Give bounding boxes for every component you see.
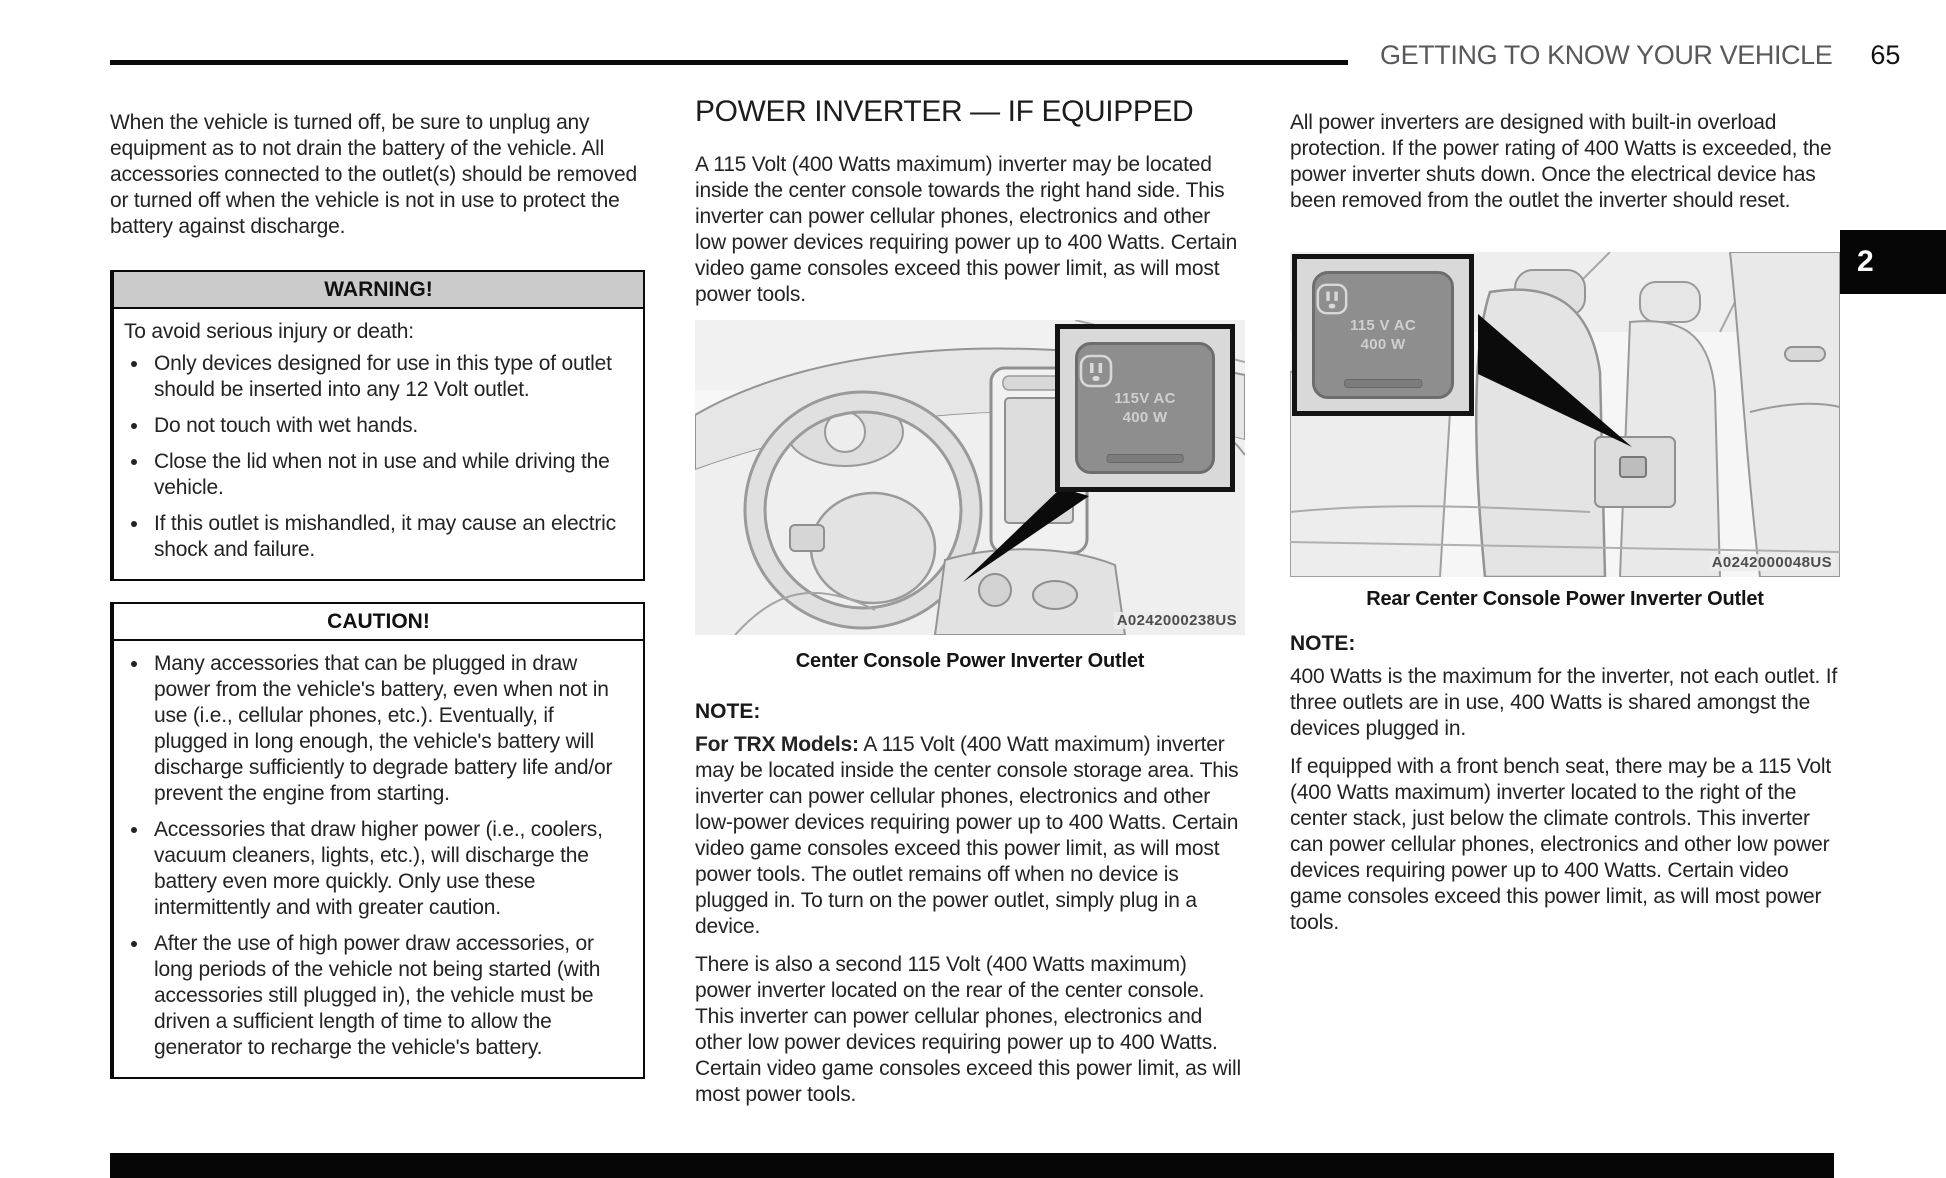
note-label: NOTE: <box>695 700 761 723</box>
center-console-figure <box>695 320 1245 635</box>
right-intro-paragraph: All power inverters are designed with built-in overload protection. If the power rating of 400 Watts is exceeded, the power inverter shuts down. Once the electrical device has been removed from the outlet the inverter should reset. <box>1290 111 1832 212</box>
outlet-voltage-label: 115V AC <box>1114 390 1176 407</box>
note-paragraph-max-watts: 400 Watts is the maximum for the inverter, not each outlet. If three outlets are in use, 400 Watts is shared amongst the devices plugged in. <box>1290 665 1838 740</box>
warning-body <box>114 309 643 579</box>
warning-bullet-list <box>124 351 629 563</box>
outlet-wattage-label: 400 W <box>1122 409 1168 426</box>
caution-bullet: • Accessories that draw higher power (i.e., coolers, vacuum cleaners, lights, etc.), will discharge the battery even more quickly. Only use these intermittently and with greater caution. <box>150 817 629 921</box>
rear-console-figure <box>1290 252 1840 577</box>
power-outlet-icon <box>1078 353 1114 389</box>
figure-code: A0242000048US <box>1709 554 1835 571</box>
note-paragraph-bench-seat: If equipped with a front bench seat, there may be a 115 Volt (400 Watts maximum) inverter located to the right of the center stack, just below the climate controls. This inverter can power cellular phones, electronics and other low power devices requiring power up to 400 Watts. Certain video game consoles exceed this power limit, as will most power tools. <box>1290 755 1831 934</box>
outlet-voltage-label: 115 V AC <box>1349 316 1417 334</box>
page-header <box>1380 40 1901 71</box>
warning-title: WARNING! <box>114 272 643 309</box>
warning-bullet: • Close the lid when not in use and while driving the vehicle. <box>150 449 629 501</box>
outlet-cover <box>1075 342 1214 475</box>
middle-intro-paragraph: A 115 Volt (400 Watts maximum) inverter may be located inside the center console towards the right hand side. This inverter can power cellular phones, electronics and other low power devices requiring power up to 400 Watts. Certain video game consoles exceed this power limit, as will most power tools. <box>695 153 1238 306</box>
note-paragraph-trx <box>695 732 1245 940</box>
outlet-cover <box>1312 271 1453 399</box>
outlet-detail-inset <box>1292 254 1474 416</box>
note-label: NOTE: <box>1290 632 1356 655</box>
page-number: 65 <box>1870 40 1901 70</box>
caution-title: CAUTION! <box>114 604 643 641</box>
header-title: GETTING TO KNOW YOUR VEHICLE <box>1380 40 1833 70</box>
section-heading-power-inverter: POWER INVERTER — IF EQUIPPED <box>695 95 1194 128</box>
outlet-wattage-label: 400 W <box>1360 335 1406 353</box>
note-bold-lead: For TRX Models: <box>695 733 859 756</box>
note-paragraph-text: A 115 Volt (400 Watt maximum) inverter may be located inside the center console storage area. This inverter can power cellular phones, electronics and other low-power devices requiring power up to 400 Watts. Certain video game consoles exceed this power limit, as will most power tools. The outlet remains off when no device is plugged in. To turn on the power outlet, simply plug in a device. <box>695 733 1239 938</box>
outlet-detail-inset <box>1055 324 1235 492</box>
caution-box <box>110 602 645 1079</box>
warning-box <box>110 270 645 581</box>
left-intro-paragraph: When the vehicle is turned off, be sure to unplug any equipment as to not drain the battery of the vehicle. All accessories connected to the outlet(s) should be removed or turned off when the vehicle is not in use to protect the battery against discharge. <box>110 111 637 238</box>
caution-bullet: • Many accessories that can be plugged in draw power from the vehicle's battery, even when not in use (i.e., cellular phones, etc.). Eventually, if plugged in long enough, the vehicle's battery will discharge sufficiently to degrade battery life and/or prevent the engine from starting. <box>150 651 629 807</box>
note-paragraph-second-inverter: There is also a second 115 Volt (400 Watts maximum) power inverter located on the rear of the center console. This inverter can power cellular phones, electronics and other low power devices requiring power up to 400 Watts. Certain video game consoles exceed this power limit, as will most power tools. <box>695 953 1241 1106</box>
figure-caption: Center Console Power Inverter Outlet <box>795 650 1145 672</box>
caution-bullet-list <box>124 651 629 1061</box>
warning-bullet: • Do not touch with wet hands. <box>150 413 629 439</box>
warning-lead: To avoid serious injury or death: <box>124 320 414 343</box>
chapter-tab: 2 <box>1840 230 1946 294</box>
header-rule <box>110 60 1348 65</box>
power-outlet-icon <box>1315 282 1349 316</box>
caution-bullet: • After the use of high power draw accessories, or long periods of the vehicle not being started (with accessories still plugged in), the vehicle must be driven a sufficient length of time to allow the generator to recharge the vehicle's battery. <box>150 931 629 1061</box>
warning-bullet: • If this outlet is mishandled, it may cause an electric shock and failure. <box>150 511 629 563</box>
caution-body <box>114 641 643 1077</box>
figure-caption: Rear Center Console Power Inverter Outlet <box>1366 588 1764 610</box>
warning-bullet: • Only devices designed for use in this type of outlet should be inserted into any 12 Volt outlet. <box>150 351 629 403</box>
figure-code: A0242000238US <box>1114 612 1240 629</box>
footer-bar <box>110 1153 1834 1178</box>
